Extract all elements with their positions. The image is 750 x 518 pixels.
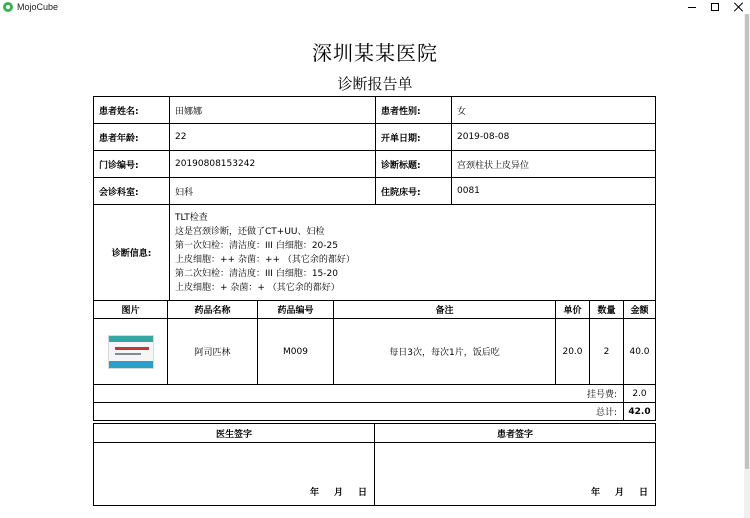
table-row	[94, 403, 656, 421]
diagnosis-info-value	[170, 205, 656, 301]
total-label: 总计:	[94, 403, 624, 421]
hospital-name: 深圳某某医院	[312, 41, 438, 65]
doctor-signature-label: 医生签字	[94, 424, 375, 443]
title-bar	[0, 0, 750, 14]
column-header-price: 单价	[556, 301, 590, 319]
department-value: 妇科	[170, 178, 376, 205]
doctor-signature-area	[94, 443, 375, 506]
medicine-note: 每日3次，每次1片，饭后吃	[334, 319, 556, 385]
table-header-row	[94, 301, 656, 319]
patient-sign-date	[591, 485, 648, 498]
date-year: 年	[310, 488, 320, 498]
column-header-note: 备注	[334, 301, 556, 319]
registration-fee-value: 2.0	[624, 385, 656, 403]
medicine-box-icon	[108, 335, 154, 369]
table-row	[94, 385, 656, 403]
patient-gender-value: 女	[452, 97, 656, 124]
signature-table	[93, 423, 656, 506]
diagnosis-line: TLT检查	[175, 212, 208, 223]
patient-age-value: 22	[170, 124, 376, 151]
patient-name-value: 田娜娜	[170, 97, 376, 124]
doctor-sign-date	[310, 485, 367, 498]
maximize-icon	[711, 3, 719, 11]
diagnosis-line: 第二次妇检：清洁度：III 白细胞：15-20	[175, 268, 338, 279]
column-header-name: 药品名称	[168, 301, 258, 319]
diagnosis-title-label: 诊断标题:	[376, 151, 452, 178]
report-title: 诊断报告单	[337, 75, 413, 93]
diagnosis-title-value: 宫颈柱状上皮异位	[452, 151, 656, 178]
clinic-number-label: 门诊编号:	[94, 151, 170, 178]
medicine-image-cell	[94, 319, 168, 385]
date-month: 月	[334, 488, 344, 498]
table-row	[94, 124, 656, 151]
medicine-qty: 2	[590, 319, 624, 385]
patient-signature-area	[375, 443, 656, 506]
column-header-image: 图片	[94, 301, 168, 319]
diagnosis-line: 上皮细胞：++ 杂菌：++ （其它余的都好）	[175, 254, 355, 265]
table-row	[94, 97, 656, 124]
date-year: 年	[591, 488, 601, 498]
minimize-icon	[688, 7, 696, 8]
app-logo-icon	[3, 2, 13, 12]
table-row	[94, 319, 656, 385]
table-row	[94, 178, 656, 205]
department-label: 会诊科室:	[94, 178, 170, 205]
clinic-number-value: 20190808153242	[170, 151, 376, 178]
medicine-price: 20.0	[556, 319, 590, 385]
patient-age-label: 患者年龄:	[94, 124, 170, 151]
medicine-name: 阿司匹林	[168, 319, 258, 385]
date-day: 日	[358, 488, 368, 498]
medicine-amount: 40.0	[624, 319, 656, 385]
diagnosis-info-label: 诊断信息:	[94, 205, 170, 301]
date-day: 日	[639, 488, 649, 498]
date-month: 月	[615, 488, 625, 498]
medicine-code: M009	[258, 319, 334, 385]
patient-signature-label: 患者签字	[375, 424, 656, 443]
order-date-value: 2019-08-08	[452, 124, 656, 151]
patient-gender-label: 患者性别:	[376, 97, 452, 124]
diagnosis-line: 第一次妇检：清洁度：III 白细胞：20-25	[175, 240, 338, 251]
order-date-label: 开单日期:	[376, 124, 452, 151]
patient-info-table	[93, 96, 656, 301]
diagnosis-line: 上皮细胞：+ 杂菌：+ （其它余的都好）	[175, 282, 340, 293]
maximize-button[interactable]	[703, 0, 727, 14]
column-header-code: 药品编号	[258, 301, 334, 319]
column-header-qty: 数量	[590, 301, 624, 319]
close-button[interactable]	[727, 0, 750, 14]
registration-fee-label: 挂号费:	[94, 385, 624, 403]
column-header-amount: 金额	[624, 301, 656, 319]
total-value: 42.0	[624, 403, 656, 421]
table-header-row	[94, 424, 656, 443]
minimize-button[interactable]	[680, 0, 704, 14]
table-row	[94, 205, 656, 301]
bed-number-label: 住院床号:	[376, 178, 452, 205]
diagnosis-line: 这是宫颈诊断，还做了CT+UU、妇检	[175, 226, 325, 237]
close-icon	[734, 2, 744, 12]
patient-name-label: 患者姓名:	[94, 97, 170, 124]
table-row	[94, 151, 656, 178]
window-title: MojoCube	[17, 2, 59, 12]
table-row	[94, 443, 656, 506]
medicine-table	[93, 300, 656, 421]
bed-number-value: 0081	[452, 178, 656, 205]
